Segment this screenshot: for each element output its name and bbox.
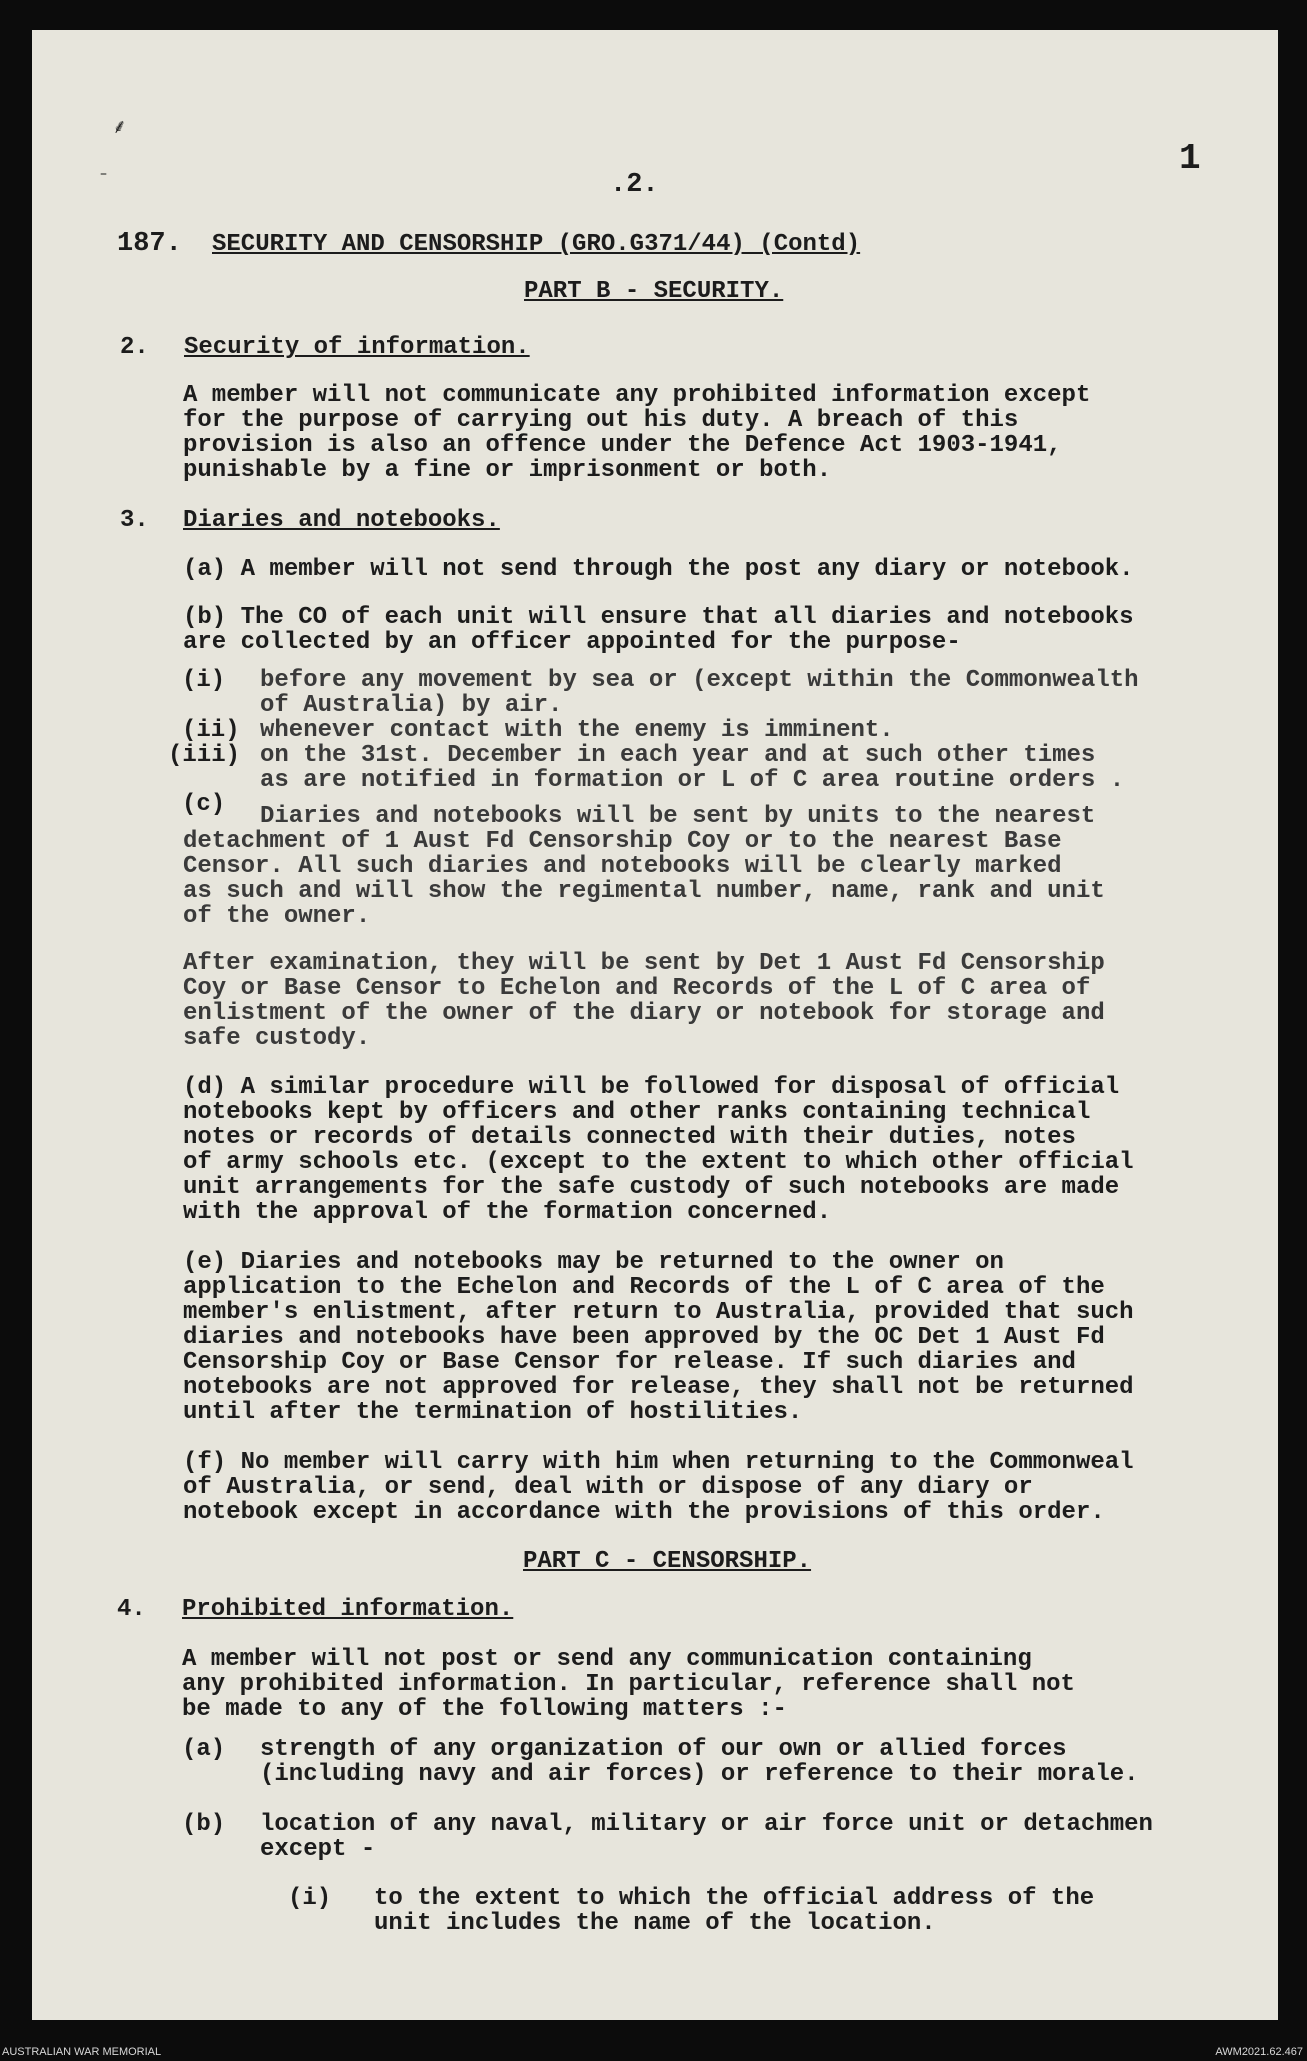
corner-mark: 1 [1179,138,1201,179]
page-number: .2. [610,170,659,200]
part-c-title: PART C - CENSORSHIP. [523,1548,812,1575]
list-item-number: (iii) [168,742,241,769]
text-line: provision is also an offence under the Defence Act 1903-1941, [183,432,1062,459]
text-line: After examination, they will be sent by Det 1 Aust Fd Censorship [183,950,1105,977]
text-line: are collected by an officer appointed for the purpose- [183,629,961,656]
list-item-text: as are notified in formation or L of C area routine orders . [260,767,1125,794]
text-line: member's enlistment, after return to Australia, provided that such [183,1299,1134,1326]
item-b-number: (b) [182,1811,226,1838]
paragraph-c-number: (c) [182,791,226,818]
text-line: of Australia, or send, deal with or dispose of any diary or [183,1474,1033,1501]
text-line: strength of any organization of our own or allied forces [260,1736,1067,1763]
text-line: notebooks kept by officers and other ranks containing technical [183,1099,1091,1126]
text-line: Censorship Coy or Base Censor for release. If such diaries and [183,1349,1076,1376]
list-item-text: of Australia) by air. [260,692,563,719]
text-line: notes or records of details connected with their duties, notes [183,1124,1076,1151]
text-line: A member will not post or send any communication containing [182,1646,1032,1673]
text-line: for the purpose of carrying out his duty. A breach of this [183,407,1019,434]
text-line: enlistment of the owner of the diary or notebook for storage and [183,1000,1105,1027]
section-3-title: Diaries and notebooks. [183,507,500,534]
text-line: Coy or Base Censor to Echelon and Records of the L of C area of [183,975,1091,1002]
staple-mark: – [100,166,107,182]
text-line: (d) A similar procedure will be followed for disposal of official [183,1074,1120,1101]
text-line: with the approval of the formation concerned. [183,1199,832,1226]
footer-right: AWM2021.62.467 [1215,2046,1303,2058]
text-line: diaries and notebooks have been approved by the OC Det 1 Aust Fd [183,1324,1105,1351]
list-item-number: (i) [182,667,226,694]
text-line: Censor. All such diaries and notebooks will be clearly marked [183,853,1062,880]
part-b-title: PART B - SECURITY. [524,278,784,305]
text-line: of the owner. [183,903,371,930]
text-line: any prohibited information. In particular, reference shall not [182,1671,1075,1698]
text-line: application to the Echelon and Records of the L of C area of the [183,1274,1105,1301]
document-page [32,30,1278,2020]
list-item-number: (ii) [182,717,240,744]
section-2-title: Security of information. [184,334,530,361]
section-4-title: Prohibited information. [182,1596,514,1623]
text-line: safe custody. [183,1025,371,1052]
heading-number: 187. [117,229,182,259]
text-line: except - [260,1836,376,1863]
text-line: punishable by a fine or imprisonment or both. [183,457,832,484]
text-line: (including navy and air forces) or reference to their morale. [260,1761,1139,1788]
text-line: notebook except in accordance with the provisions of this order. [183,1499,1105,1526]
section-3-number: 3. [120,507,149,534]
text-line: (b) The CO of each unit will ensure that all diaries and notebooks [183,604,1134,631]
smudge-mark: ⸙ [112,114,127,138]
list-item-text: whenever contact with the enemy is imminent. [260,717,894,744]
text-line: (e) Diaries and notebooks may be returned to the owner on [183,1249,1004,1276]
text-line: to the extent to which the official address of the [374,1885,1095,1912]
text-line: notebooks are not approved for release, they shall not be returned [183,1374,1134,1401]
text-line: until after the termination of hostilities. [183,1399,803,1426]
text-line: be made to any of the following matters :- [182,1696,787,1723]
list-item-text: on the 31st. December in each year and at such other times [260,742,1096,769]
text-line: location of any naval, military or air force unit or detachmen [260,1811,1153,1838]
list-item-text: before any movement by sea or (except within the Commonwealth [260,667,1139,694]
section-4-number: 4. [117,1596,146,1623]
paragraph-a: (a) A member will not send through the post any diary or notebook. [183,556,1134,583]
text-line: unit includes the name of the location. [374,1910,936,1937]
text-line: unit arrangements for the safe custody of such notebooks are made [183,1174,1120,1201]
text-line: detachment of 1 Aust Fd Censorship Coy or to the nearest Base [183,828,1062,855]
item-b-i-number: (i) [288,1885,332,1912]
footer-left: AUSTRALIAN WAR MEMORIAL [2,2046,162,2058]
text-line: A member will not communicate any prohibited information except [183,382,1091,409]
text-line: (f) No member will carry with him when returning to the Commonweal [183,1449,1134,1476]
item-a-number: (a) [182,1736,226,1763]
section-2-number: 2. [120,334,149,361]
heading-title: SECURITY AND CENSORSHIP (GRO.G371/44) (Contd) [212,231,861,258]
text-line: as such and will show the regimental number, name, rank and unit [183,878,1105,905]
text-line: Diaries and notebooks will be sent by units to the nearest [260,803,1096,830]
text-line: of army schools etc. (except to the extent to which other official [183,1149,1134,1176]
